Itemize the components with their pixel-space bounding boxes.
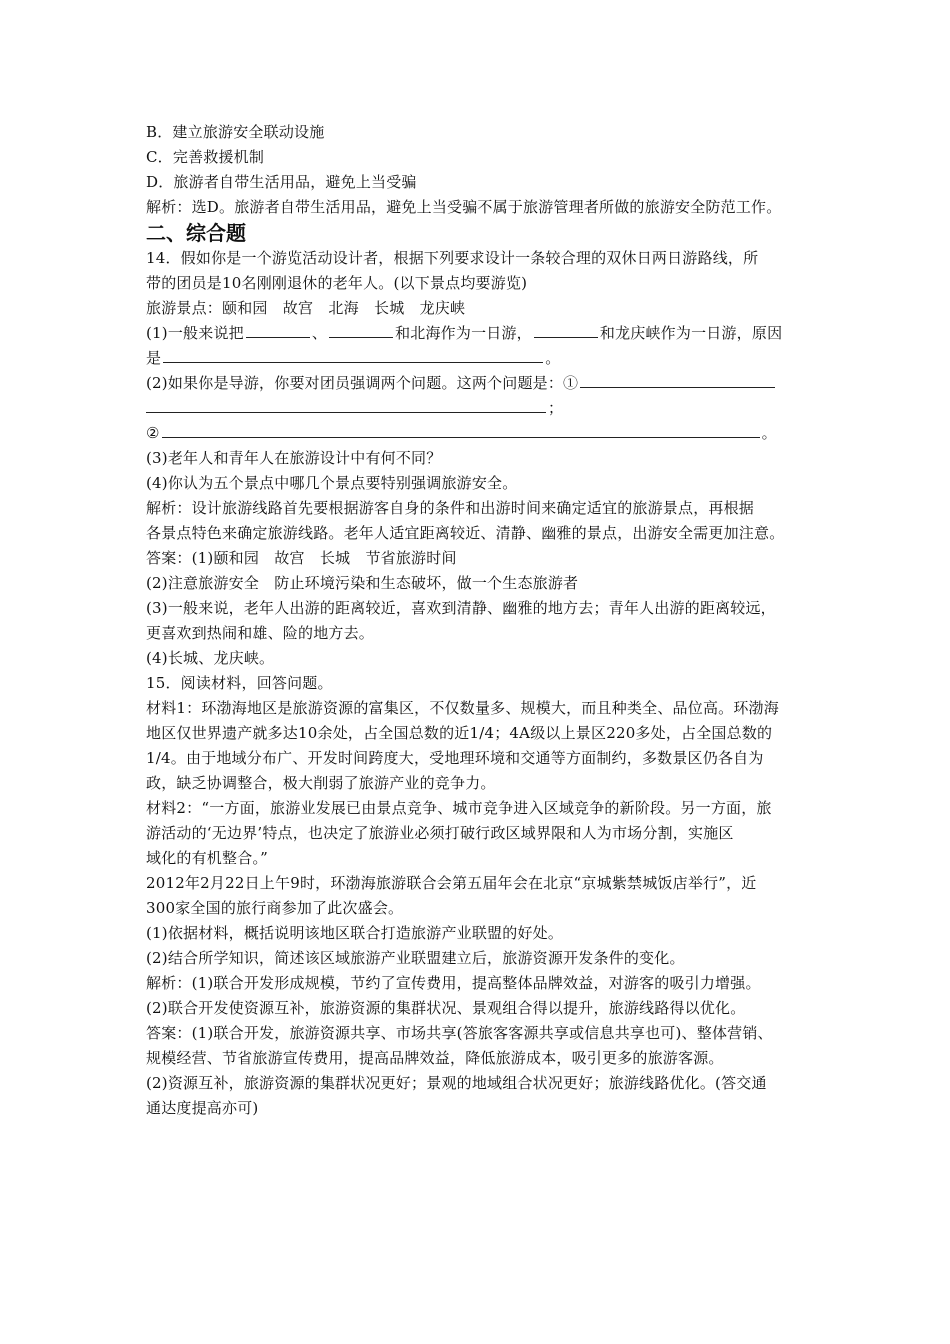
q14-spots: 旅游景点：颐和园 故宫 北海 长城 龙庆峡 [146,299,466,317]
q14-answer-3-cont: 更喜欢到热闹和雄、险的地方去。 [146,624,375,642]
answer-blank [329,322,393,338]
q15-material-2-line-1: 材料2：“一方面，旅游业发展已由景点竞争、城市竞争进入区域竞争的新阶段。另一方面，旅 [146,799,772,817]
q14-analysis-line-1: 解析：设计旅游线路首先要根据游客自身的条件和出游时间来确定适宜的旅游景点，再根据 [146,499,755,517]
answer-blank [146,397,546,413]
q15-material-1-line-4: 政，缺乏协调整合，极大削弱了旅游产业的竞争力。 [146,774,496,792]
q15-intro: 15．阅读材料，回答问题。 [146,674,333,692]
q14-answer-3: (3)一般来说，老年人出游的距离较近，喜欢到清静、幽雅的地方去；青年人出游的距离较远， [146,599,776,617]
option-c: C．完善救援机制 [146,148,265,166]
q14-part-2-second: ② 。 [146,424,777,442]
q13-analysis: 解析：选D。旅游者自带生活用品，避免上当受骗不属于旅游管理者所做的旅游安全防范工作。 [146,198,782,216]
q14-intro-line-2: 带的团员是10名刚刚退休的老年人。(以下景点均要游览) [146,274,528,292]
q15-material-1-line-2: 地区仅世界遗产就多达10余处，占全国总数的近1/4；4A级以上景区220多处，占全国总数的 [146,724,773,742]
q15-news-line-2: 300家全国的旅行商参加了此次盛会。 [146,899,404,917]
q15-answer-line-4: 通达度提高亦可) [146,1099,259,1117]
answer-blank [162,422,760,438]
answer-blank [246,322,310,338]
q14-part-1: (1)一般来说把 、 和北海作为一日游， 和龙庆峡作为一日游，原因 [146,324,783,342]
q14-part-1-reason: 是 。 [146,349,561,367]
q15-analysis-line-2: (2)联合开发使资源互补，旅游资源的集群状况、景观组合得以提升，旅游线路得以优化。 [146,999,746,1017]
q14-part-2: (2)如果你是导游，你要对团员强调两个问题。这两个问题是：① [146,371,826,396]
q15-analysis-line-1: 解析：(1)联合开发形成规模，节约了宣传费用，提高整体品牌效益，对游客的吸引力增强。 [146,974,761,992]
q15-news-line-1: 2012年2月22日上午9时，环渤海旅游联合会第五届年会在北京“京城紫禁城饭店举行”，近 [146,874,757,892]
section-heading: 二、综合题 [146,221,246,245]
answer-blank [163,347,543,363]
q14-answer-2: (2)注意旅游安全 防止环境污染和生态破坏，做一个生态旅游者 [146,574,579,592]
q14-answer-4: (4)长城、龙庆峡。 [146,649,275,667]
option-d: D．旅游者自带生活用品，避免上当受骗 [146,173,417,191]
q15-answer-line-1: 答案：(1)联合开发，旅游资源共享、市场共享(答旅客客源共享或信息共享也可)、整体营销、 [146,1024,773,1042]
q15-material-1-line-1: 材料1：环渤海地区是旅游资源的富集区，不仅数量多、规模大，而且种类全、品位高。环渤海 [146,699,779,717]
q14-intro-line-1: 14．假如你是一个游览活动设计者，根据下列要求设计一条较合理的双休日两日游路线，所 [146,249,759,267]
q14-part-4: (4)你认为五个景点中哪几个景点要特别强调旅游安全。 [146,474,518,492]
q14-part-3: (3)老年人和青年人在旅游设计中有何不同？ [146,449,442,467]
q14-answer-1: 答案：(1)颐和园 故宫 长城 节省旅游时间 [146,549,457,567]
q15-part-2: (2)结合所学知识，简述该区域旅游产业联盟建立后，旅游资源开发条件的变化。 [146,949,685,967]
q15-answer-line-3: (2)资源互补，旅游资源的集群状况更好；景观的地域组合状况更好；旅游线路优化。(答交通 [146,1074,767,1092]
q15-material-1-line-3: 1/4。由于地域分布广、开发时间跨度大，受地理环境和交通等方面制约，多数景区仍各自为 [146,749,764,767]
q15-material-2-line-2: 游活动的‘无边界’特点，也决定了旅游业必须打破行政区域界限和人为市场分割，实施区 [146,824,734,842]
q15-part-1: (1)依据材料，概括说明该地区联合打造旅游产业联盟的好处。 [146,924,564,942]
q14-analysis-line-2: 各景点特色来确定旅游线路。老年人适宜距离较近、清静、幽雅的景点，出游安全需更加注意。 [146,524,785,542]
q15-answer-line-2: 规模经营、节省旅游宣传费用，提高品牌效益，降低旅游成本，吸引更多的旅游客源。 [146,1049,724,1067]
q15-material-2-line-3: 域化的有机整合。” [146,849,268,867]
document-page [146,120,826,1121]
option-b: B．建立旅游安全联动设施 [146,123,325,141]
answer-blank [580,372,775,388]
answer-blank [534,322,598,338]
q14-part-2-cont: ； [146,396,826,421]
